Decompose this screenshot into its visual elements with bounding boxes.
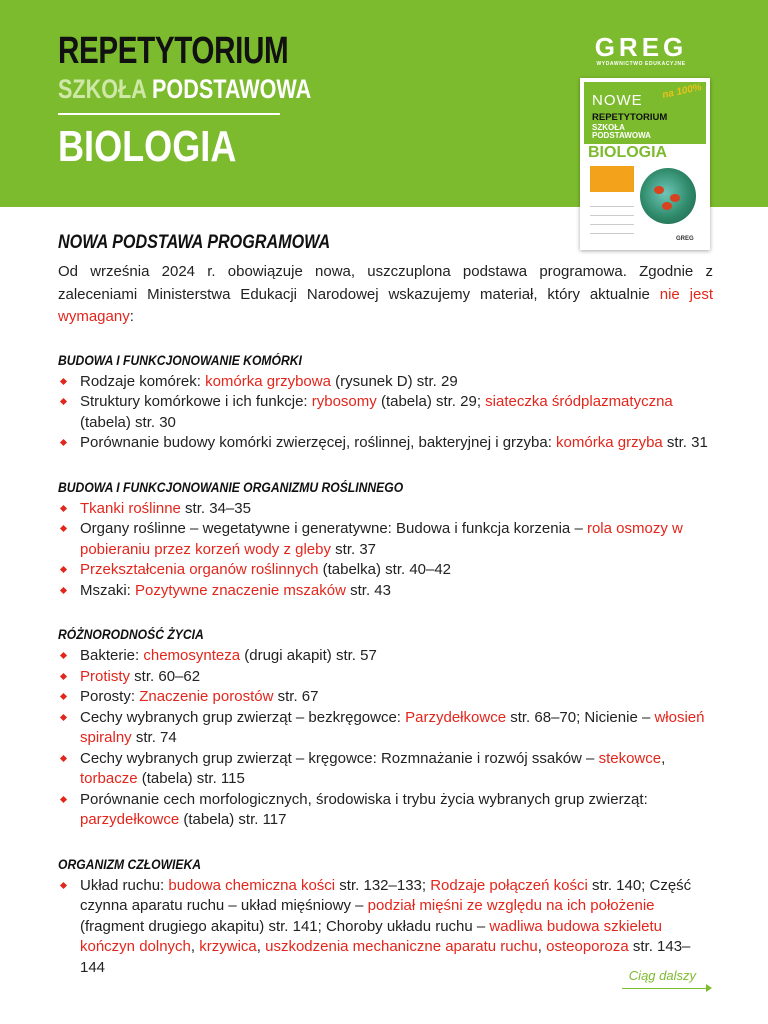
highlight-text: siateczka śródplazmatyczna <box>485 393 673 410</box>
item-text: Rodzaje komórek: <box>80 372 206 390</box>
item-text: str. 68–70; Nicienie – <box>506 708 655 726</box>
cover-school-2: PODSTAWOWA <box>592 131 651 140</box>
title-school <box>58 74 311 104</box>
highlight-text: rybosomy <box>311 393 377 410</box>
cover-school-1: SZKOŁA <box>592 123 625 132</box>
list-item <box>58 667 713 688</box>
title-school-a: SZKOŁA <box>58 74 146 104</box>
cover-badge <box>590 166 634 192</box>
book-cover-image <box>580 78 710 250</box>
item-text: Mszaki: <box>80 581 136 599</box>
highlight-text: podział mięśni ze względu na ich położenie <box>367 897 655 914</box>
item-text: (tabela) str. 30 <box>80 413 176 431</box>
item-text: , <box>537 938 547 955</box>
cover-logo: GREG <box>676 236 694 242</box>
cover-top <box>584 82 706 144</box>
section-title: ORGANIZM CZŁOWIEKA <box>58 856 202 872</box>
item-text: str. 34–35 <box>180 499 251 517</box>
title-repetytorium: REPETYTORIUM <box>58 30 289 72</box>
highlight-text: parzydełkowce <box>80 811 180 828</box>
highlight-text: Pozytywne znaczenie mszaków <box>135 581 346 599</box>
cover-illustration <box>640 168 696 224</box>
cover-stamp: na 100% <box>661 81 703 102</box>
section-list <box>58 499 713 602</box>
highlight-text: stekowce <box>598 749 662 767</box>
sections-container <box>58 353 713 979</box>
item-text: Organy roślinne – wegetatywne i generatywne: Budowa i funkcja korzenia – <box>80 520 587 537</box>
logo-subtext: WYDAWNICTWO EDUKACYJNE <box>596 61 686 67</box>
item-text: Bakterie: <box>80 647 144 664</box>
section-title: BUDOWA I FUNKCJONOWANIE ORGANIZMU ROŚLINNEGO <box>58 479 404 495</box>
section-list <box>58 876 713 979</box>
highlight-text: osteoporoza <box>546 938 629 955</box>
item-text: (rysunek D) str. 29 <box>330 372 458 390</box>
item-text: str. 43 <box>345 581 391 599</box>
page-heading: NOWA PODSTAWA PROGRAMOWA <box>58 232 331 253</box>
section-title: RÓŻNORODNOŚĆ ŻYCIA <box>58 627 204 642</box>
item-text: str. 67 <box>273 688 319 705</box>
highlight-text: krzywica <box>199 938 257 955</box>
cover-biologia: BIOLOGIA <box>588 144 668 161</box>
highlight-text: Parzydełkowce <box>405 708 507 726</box>
list-item <box>58 876 713 979</box>
list-item <box>58 646 713 667</box>
item-text: Układ ruchu: <box>80 876 169 894</box>
highlight-text: komórka grzybowa <box>205 372 331 390</box>
list-item <box>58 749 713 790</box>
title-block <box>58 32 375 169</box>
list-item <box>58 560 713 581</box>
item-text: str. 60–62 <box>130 667 201 685</box>
highlight-text: Rodzaje połączeń kości <box>430 876 588 894</box>
intro-paragraph <box>58 261 713 329</box>
list-item <box>58 519 713 560</box>
title-divider <box>58 113 280 115</box>
title-subject: BIOLOGIA <box>58 122 237 171</box>
item-text: str. 140; Część czynna aparatu ruchu – układ mięśniowy – <box>80 876 692 914</box>
item-text: str. 74 <box>131 729 177 746</box>
item-text: Porosty: <box>80 688 140 705</box>
item-text: Porównanie budowy komórki zwierzęcej, roślinnej, bakteryjnej i grzyba: <box>80 434 557 451</box>
item-text: , <box>190 938 200 955</box>
cover-dot <box>670 194 680 202</box>
logo-text: GREG <box>594 32 688 62</box>
highlight-text: uszkodzenia mechaniczne aparatu ruchu <box>265 938 538 955</box>
list-item <box>58 499 713 520</box>
item-text: (tabela) str. 115 <box>137 770 245 787</box>
item-text: (tabelka) str. 40–42 <box>318 561 452 578</box>
highlight-text: Protisty <box>80 667 131 685</box>
section-list <box>58 646 713 831</box>
list-item <box>58 687 713 708</box>
highlight-text: wadliwa budowa szkieletu kończyn dolnych <box>80 917 663 955</box>
greg-logo <box>593 34 689 68</box>
highlight-text: rola osmozy w pobieraniu przez korzeń wody z gleby <box>80 520 683 558</box>
cover-repetytorium: REPETYTORIUM <box>592 112 668 123</box>
item-text: str. 31 <box>662 434 708 451</box>
intro-end: : <box>129 308 134 325</box>
highlight-text: Znaczenie porostów <box>139 688 274 705</box>
main-content <box>58 232 713 978</box>
item-text: Cechy wybranych grup zwierząt – bezkręgowce: <box>80 708 406 726</box>
highlight-text: Tkanki roślinne <box>80 499 181 517</box>
cover-nowe: NOWE <box>592 92 643 109</box>
title-school-b: PODSTAWOWA <box>152 74 312 104</box>
item-text: Struktury komórkowe i ich funkcje: <box>80 393 312 410</box>
list-item <box>58 433 713 454</box>
item-text: , <box>661 749 666 767</box>
item-text: str. 143–144 <box>80 938 691 976</box>
list-item <box>58 708 713 749</box>
highlight-text: włosień spiralny <box>80 708 705 746</box>
list-item <box>58 581 713 602</box>
continue-label: Ciąg dalszy <box>628 968 696 983</box>
item-text: , <box>256 938 266 955</box>
item-text: Cechy wybranych grup zwierząt – kręgowce: Rozmnażanie i rozwój ssaków – <box>80 749 599 767</box>
cover-dot <box>662 202 672 210</box>
cover-dot <box>654 186 664 194</box>
item-text: (tabela) str. 117 <box>179 811 287 828</box>
list-item <box>58 392 713 433</box>
highlight-text: torbacze <box>80 770 138 787</box>
section-list <box>58 372 713 454</box>
intro-highlight: nie jest wymagany <box>58 285 713 325</box>
section-title: BUDOWA I FUNKCJONOWANIE KOMÓRKI <box>58 352 302 368</box>
item-text: str. 132–133; <box>335 876 431 894</box>
item-text: (tabela) str. 29; <box>376 393 486 410</box>
intro-text: Od września 2024 r. obowiązuje nowa, uszczuplona podstawa programowa. Zgodnie z zaleceniami Ministerstwa Edukacji Narodowej wskazujemy materiał, który aktualnie <box>58 263 713 303</box>
continue-link[interactable] <box>622 968 712 994</box>
highlight-text: komórka grzyba <box>556 434 663 451</box>
continue-line <box>622 988 708 989</box>
highlight-text: Przekształcenia organów roślinnych <box>80 561 319 578</box>
highlight-text: budowa chemiczna kości <box>168 876 336 894</box>
arrow-right-icon <box>706 984 712 992</box>
cover-school <box>592 124 651 140</box>
item-text: Porównanie cech morfologicznych, środowiska i trybu życia wybranych grup zwierząt: <box>80 790 648 808</box>
item-text: (fragment drugiego akapitu) str. 141; Choroby układu ruchu – <box>80 917 490 935</box>
highlight-text: chemosynteza <box>143 647 241 664</box>
list-item <box>58 372 713 393</box>
item-text: str. 37 <box>330 540 377 558</box>
list-item <box>58 790 713 831</box>
item-text: (drugi akapit) str. 57 <box>240 647 377 664</box>
